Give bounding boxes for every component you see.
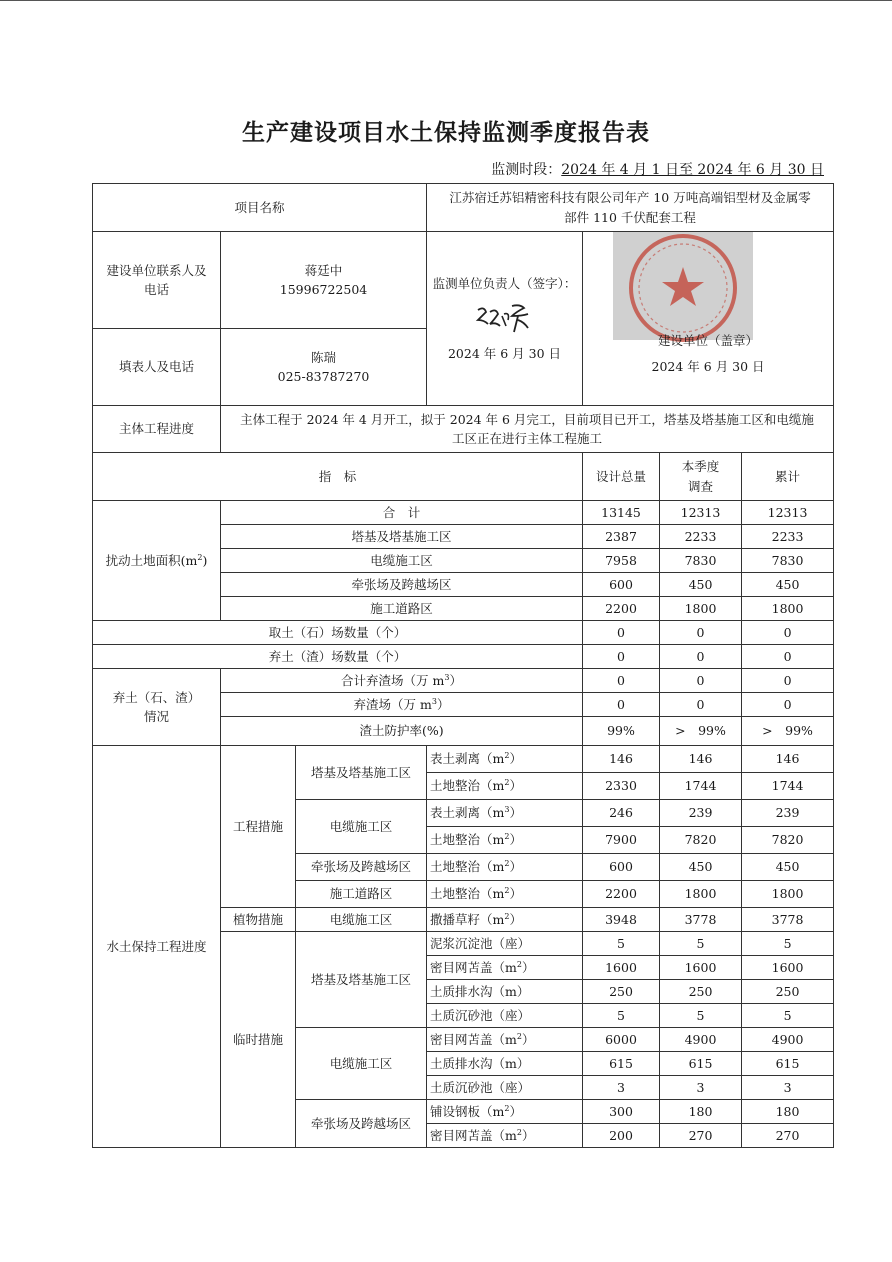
design-cell: 1600 (583, 956, 660, 980)
quarter-cell: 5 (660, 932, 742, 956)
cumulative-cell: 250 (742, 980, 834, 1004)
zone-tension: 牵张场及跨越场区 (296, 854, 427, 881)
table-row (93, 184, 834, 232)
measure-item-text: 土地整治（m (430, 886, 505, 902)
monitoring-period (491, 159, 824, 179)
disturbed-row-name: 施工道路区 (221, 597, 583, 621)
design-cell: 2330 (583, 773, 660, 800)
quarter-cell: 5 (660, 1004, 742, 1028)
quarter-cell: 450 (660, 573, 742, 597)
cumulative-cell: 4900 (742, 1028, 834, 1052)
contact-label-line1: 建设单位联系人及 (106, 262, 207, 278)
quarter-cell: 7820 (660, 827, 742, 854)
quarter-cell: 250 (660, 980, 742, 1004)
design-cell: 3948 (583, 908, 660, 932)
monitor-sign-date: 2024 年 6 月 30 日 (447, 345, 562, 361)
cumulative-cell: > 99% (742, 717, 834, 746)
quarter-cell: 0 (660, 621, 742, 645)
quarter-cell: 180 (660, 1100, 742, 1124)
measure-item-sup: 2 (504, 832, 510, 842)
filler-value (221, 329, 427, 406)
quarter-cell: 0 (660, 669, 742, 693)
measure-item: 土质排水沟（m） (427, 980, 583, 1004)
measure-item-sup: 3 (504, 805, 510, 815)
measure-item (427, 881, 583, 908)
project-name-line2: 部件 110 千伏配套工程 (564, 209, 696, 225)
quarter-cell: 12313 (660, 501, 742, 525)
measure-item-end: ） (521, 1031, 535, 1047)
contact-label (93, 232, 221, 329)
quarter-cell: 239 (660, 800, 742, 827)
quarter-cell: 146 (660, 746, 742, 773)
quarter-cell: 450 (660, 854, 742, 881)
report-table (92, 183, 834, 1148)
measure-item-sup: 2 (504, 859, 510, 869)
header-indicator: 指 标 (93, 453, 583, 501)
spoil-site-name (221, 693, 583, 717)
measure-item (427, 1100, 583, 1124)
cumulative-cell: 239 (742, 800, 834, 827)
cumulative-cell: 180 (742, 1100, 834, 1124)
header-quarter-line1: 本季度 (681, 459, 720, 475)
spoil-rate-name: 渣土防护率(%) (221, 717, 583, 746)
measure-item-sup: 2 (504, 778, 510, 788)
design-cell: 146 (583, 746, 660, 773)
cumulative-cell: 5 (742, 932, 834, 956)
quarter-cell: 1800 (660, 881, 742, 908)
top-border-line (0, 0, 892, 1)
measure-item-end: ） (509, 832, 522, 848)
measure-item (427, 773, 583, 800)
quarter-cell: 1800 (660, 597, 742, 621)
measure-item (427, 1124, 583, 1148)
measure-item-end: ） (509, 751, 522, 767)
measure-item-end: ） (509, 911, 522, 927)
measure-item-end: ） (521, 959, 535, 975)
disturbed-label-text: 扰动土地面积(m (105, 552, 198, 568)
disturbed-label (93, 501, 221, 621)
cumulative-cell: 0 (742, 669, 834, 693)
measure-item-end: ） (509, 859, 522, 875)
design-cell: 7900 (583, 827, 660, 854)
quarter-cell: 1744 (660, 773, 742, 800)
cumulative-cell: 1800 (742, 597, 834, 621)
design-cell: 600 (583, 573, 660, 597)
measure-item-end: ） (509, 805, 522, 821)
progress-value (221, 406, 834, 453)
quarter-cell: 7830 (660, 549, 742, 573)
quarter-cell: 3778 (660, 908, 742, 932)
progress-line1: 主体工程于 2024 年 4 月开工，拟于 2024 年 6 月完工，目前项目已开工，塔基及塔基施工区和电缆施 (240, 411, 814, 427)
measure-item-text: 土地整治（m (430, 778, 505, 794)
table-header-row (93, 453, 834, 501)
measure-item-text: 土地整治（m (430, 859, 505, 875)
design-cell: 0 (583, 621, 660, 645)
design-cell: 0 (583, 693, 660, 717)
spoil-total-name (221, 669, 583, 693)
measure-item-sup: 2 (516, 1031, 522, 1041)
cumulative-cell: 0 (742, 645, 834, 669)
design-cell: 13145 (583, 501, 660, 525)
spoil-site-end: ） (436, 696, 450, 712)
spoil-total-end: ） (449, 672, 462, 688)
filler-name: 陈瑞 (311, 349, 337, 365)
zone-tower: 塔基及塔基施工区 (296, 932, 427, 1028)
design-cell: 200 (583, 1124, 660, 1148)
cumulative-cell: 2233 (742, 525, 834, 549)
period-label: 监测时段： (491, 162, 562, 178)
measure-item-sup: 2 (504, 886, 510, 896)
cumulative-cell: 7820 (742, 827, 834, 854)
measure-item (427, 827, 583, 854)
header-cumulative: 累计 (742, 453, 834, 501)
spoil-site-text: 弃渣场（万 m (353, 696, 432, 712)
spoil-label (93, 669, 221, 746)
design-cell: 3 (583, 1076, 660, 1100)
disturbed-row-name: 合 计 (221, 501, 583, 525)
spoil-label-line2: 情况 (143, 709, 169, 724)
design-cell: 5 (583, 932, 660, 956)
filler-label: 填表人及电话 (93, 329, 221, 406)
cumulative-cell: 450 (742, 854, 834, 881)
measure-item-sup: 2 (516, 1127, 522, 1137)
quarter-cell: 4900 (660, 1028, 742, 1052)
disturbed-row-name: 塔基及塔基施工区 (221, 525, 583, 549)
quarter-cell: 3 (660, 1076, 742, 1100)
design-cell: 2200 (583, 597, 660, 621)
period-value: 2024 年 4 月 1 日至 2024 年 6 月 30 日 (561, 162, 824, 178)
monitor-signature-cell (427, 232, 583, 406)
header-design: 设计总量 (583, 453, 660, 501)
design-cell: 615 (583, 1052, 660, 1076)
cumulative-cell: 615 (742, 1052, 834, 1076)
quarter-cell: > 99% (660, 717, 742, 746)
contact-value (221, 232, 427, 329)
project-name-value (427, 184, 834, 232)
design-cell: 300 (583, 1100, 660, 1124)
design-cell: 7958 (583, 549, 660, 573)
filler-phone: 025-83787270 (277, 369, 370, 384)
spoil-count-name: 弃土（渣）场数量（个） (93, 645, 583, 669)
measure-item (427, 1028, 583, 1052)
disturbed-row-name: 电缆施工区 (221, 549, 583, 573)
table-row (93, 621, 834, 645)
cumulative-cell: 146 (742, 746, 834, 773)
cumulative-cell: 450 (742, 573, 834, 597)
measure-item: 泥浆沉淀池（座） (427, 932, 583, 956)
measure-item (427, 746, 583, 773)
project-name-line1: 江苏宿迁苏铝精密科技有限公司年产 10 万吨高端铝型材及金属零 (449, 190, 811, 206)
temporary-measures-label: 临时措施 (221, 932, 296, 1148)
table-row (93, 645, 834, 669)
measure-item-text: 土地整治（m (430, 832, 505, 848)
cumulative-cell: 3 (742, 1076, 834, 1100)
contact-phone: 15996722504 (279, 282, 368, 297)
cumulative-cell: 5 (742, 1004, 834, 1028)
monitor-sign-label: 监测单位负责人（签字）： (432, 276, 577, 292)
builder-seal-label: 建设单位（盖章） (658, 333, 759, 349)
zone-tower: 塔基及塔基施工区 (296, 746, 427, 800)
measure-item-sup: 2 (504, 751, 510, 761)
design-cell: 0 (583, 669, 660, 693)
table-row (93, 746, 834, 773)
project-name-label: 项目名称 (93, 184, 427, 232)
measure-item-end: ） (521, 1127, 535, 1143)
table-row (93, 406, 834, 453)
design-cell: 6000 (583, 1028, 660, 1052)
disturbed-label-sup: 2 (197, 552, 203, 562)
quarter-cell: 1600 (660, 956, 742, 980)
contact-name: 蒋廷中 (304, 262, 343, 278)
measure-item-end: ） (509, 778, 522, 794)
measure-item-text: 密目网苫盖（m (430, 1127, 517, 1143)
table-row (93, 669, 834, 693)
measure-item (427, 800, 583, 827)
cumulative-cell: 0 (742, 621, 834, 645)
design-cell: 5 (583, 1004, 660, 1028)
handwritten-signature (470, 298, 540, 338)
header-quarter-line2: 调查 (688, 478, 714, 494)
table-row (93, 501, 834, 525)
measure-item (427, 854, 583, 881)
cumulative-cell: 270 (742, 1124, 834, 1148)
measure-item-sup: 2 (516, 959, 522, 969)
zone-cable: 电缆施工区 (296, 908, 427, 932)
measure-item-text: 撒播草籽（m (430, 911, 505, 927)
cumulative-cell: 1800 (742, 881, 834, 908)
measure-item-text: 铺设钢板（m (430, 1103, 505, 1119)
cumulative-cell: 1600 (742, 956, 834, 980)
measure-item-end: ） (509, 886, 522, 902)
zone-cable: 电缆施工区 (296, 1028, 427, 1100)
quarter-cell: 2233 (660, 525, 742, 549)
design-cell: 2387 (583, 525, 660, 549)
spoil-site-sup: 3 (431, 696, 437, 706)
measure-item-text: 密目网苫盖（m (430, 959, 517, 975)
design-cell: 246 (583, 800, 660, 827)
zone-cable: 电缆施工区 (296, 800, 427, 854)
design-cell: 2200 (583, 881, 660, 908)
quarter-cell: 270 (660, 1124, 742, 1148)
cumulative-cell: 12313 (742, 501, 834, 525)
design-cell: 0 (583, 645, 660, 669)
measure-item: 土质沉砂池（座） (427, 1076, 583, 1100)
disturbed-label-end: ) (202, 552, 208, 568)
measure-item (427, 908, 583, 932)
cumulative-cell: 3778 (742, 908, 834, 932)
builder-seal-cell (583, 232, 834, 406)
quarter-cell: 615 (660, 1052, 742, 1076)
plant-measures-label: 植物措施 (221, 908, 296, 932)
design-cell: 600 (583, 854, 660, 881)
spoil-label-line1: 弃土（石、渣） (112, 689, 201, 705)
measure-item: 土质沉砂池（座） (427, 1004, 583, 1028)
builder-seal-date: 2024 年 6 月 30 日 (651, 358, 765, 374)
cumulative-cell: 0 (742, 693, 834, 717)
measure-item-end: ） (509, 1103, 522, 1119)
measure-item-text: 密目网苫盖（m (430, 1031, 517, 1047)
progress-label: 主体工程进度 (93, 406, 221, 453)
measure-item (427, 956, 583, 980)
spoil-total-sup: 3 (444, 672, 450, 682)
zone-road: 施工道路区 (296, 881, 427, 908)
measures-label: 水土保持工程进度 (93, 746, 221, 1148)
quarter-cell: 0 (660, 693, 742, 717)
progress-line2: 工区正在进行主体工程施工 (452, 431, 603, 446)
design-cell: 99% (583, 717, 660, 746)
cumulative-cell: 1744 (742, 773, 834, 800)
spoil-total-text: 合计弃渣场（万 m (341, 672, 445, 688)
report-title: 生产建设项目水土保持监测季度报告表 (242, 120, 650, 146)
zone-tension: 牵张场及跨越场区 (296, 1100, 427, 1148)
measure-item-sup: 2 (504, 1103, 510, 1113)
disturbed-row-name: 牵张场及跨越场区 (221, 573, 583, 597)
contact-label-line2: 电话 (143, 282, 169, 297)
quarter-cell: 0 (660, 645, 742, 669)
design-cell: 250 (583, 980, 660, 1004)
borrow-count-name: 取土（石）场数量（个） (93, 621, 583, 645)
measure-item-text: 表土剥离（m (430, 805, 505, 821)
measure-item-text: 表土剥离（m (430, 751, 505, 767)
measure-item: 土质排水沟（m） (427, 1052, 583, 1076)
table-row (93, 232, 834, 329)
measure-item-sup: 2 (504, 911, 510, 921)
cumulative-cell: 7830 (742, 549, 834, 573)
header-quarter (660, 453, 742, 501)
engineering-measures-label: 工程措施 (221, 746, 296, 908)
